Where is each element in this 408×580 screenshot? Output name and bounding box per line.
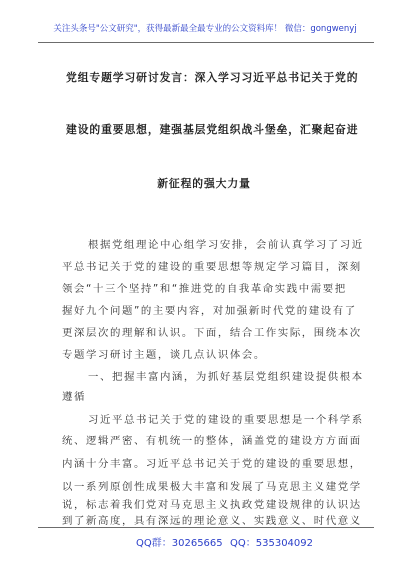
body-line: 根据党组理论中心组学习安排，会前认真学习了习近: [88, 239, 364, 251]
footer-divider: [38, 527, 374, 528]
title-line-1: 党组专题学习研讨发言：深入学习习近平总书记关于党的: [66, 71, 359, 84]
body-line: 更深层次的理解和认识。下面，结合工作实际，围绕本次: [62, 327, 362, 339]
footer-qq-group: QQ群：30265665: [136, 538, 223, 549]
body-line: 领会“十三个坚持”和“推进党的自我革命实践中需要把: [62, 283, 347, 295]
body-line: 说，标志着我们党对马克思主义执政党建设规律的认识达: [62, 499, 362, 511]
body-line: 专题学习研讨主题，谈几点认识体会。: [62, 349, 266, 361]
body-line: 以一系列原创性成果极大丰富和发展了马克思主义建党学: [62, 481, 362, 493]
header-note: 关注头条号"公文研究"，获得最新最全最专业的公文资料库！ 微信：gongwenyj: [53, 24, 357, 34]
body-line: 内涵十分丰富。习近平总书记关于党的建设的重要思想，: [62, 458, 362, 470]
body-line: 习近平总书记关于党的建设的重要思想是一个科学系: [88, 414, 364, 426]
header-divider: [38, 42, 374, 43]
body-line: 统、逻辑严密、有机统一的整体，涵盖党的建设方方面面: [62, 435, 362, 447]
body-line: 到了新高度，具有深远的理论意义、实践意义、时代意义: [62, 515, 362, 527]
section-heading: 遵循: [62, 391, 86, 403]
footer-qq-number: QQ：535304092: [230, 538, 314, 549]
title-line-2: 建设的重要思想，建强基层党组织战斗堡垒，汇聚起奋进: [66, 123, 359, 136]
section-heading: 一、把握丰富内涵，为抓好基层党组织建设提供根本: [88, 371, 364, 383]
title-line-3: 新征程的强大力量: [157, 177, 251, 190]
body-line: 握好九个问题”的主要内容，对加强新时代党的建设有了: [62, 305, 357, 317]
body-line: 平总书记关于党的建设的重要思想等规定学习篇目，深刻: [62, 261, 362, 273]
